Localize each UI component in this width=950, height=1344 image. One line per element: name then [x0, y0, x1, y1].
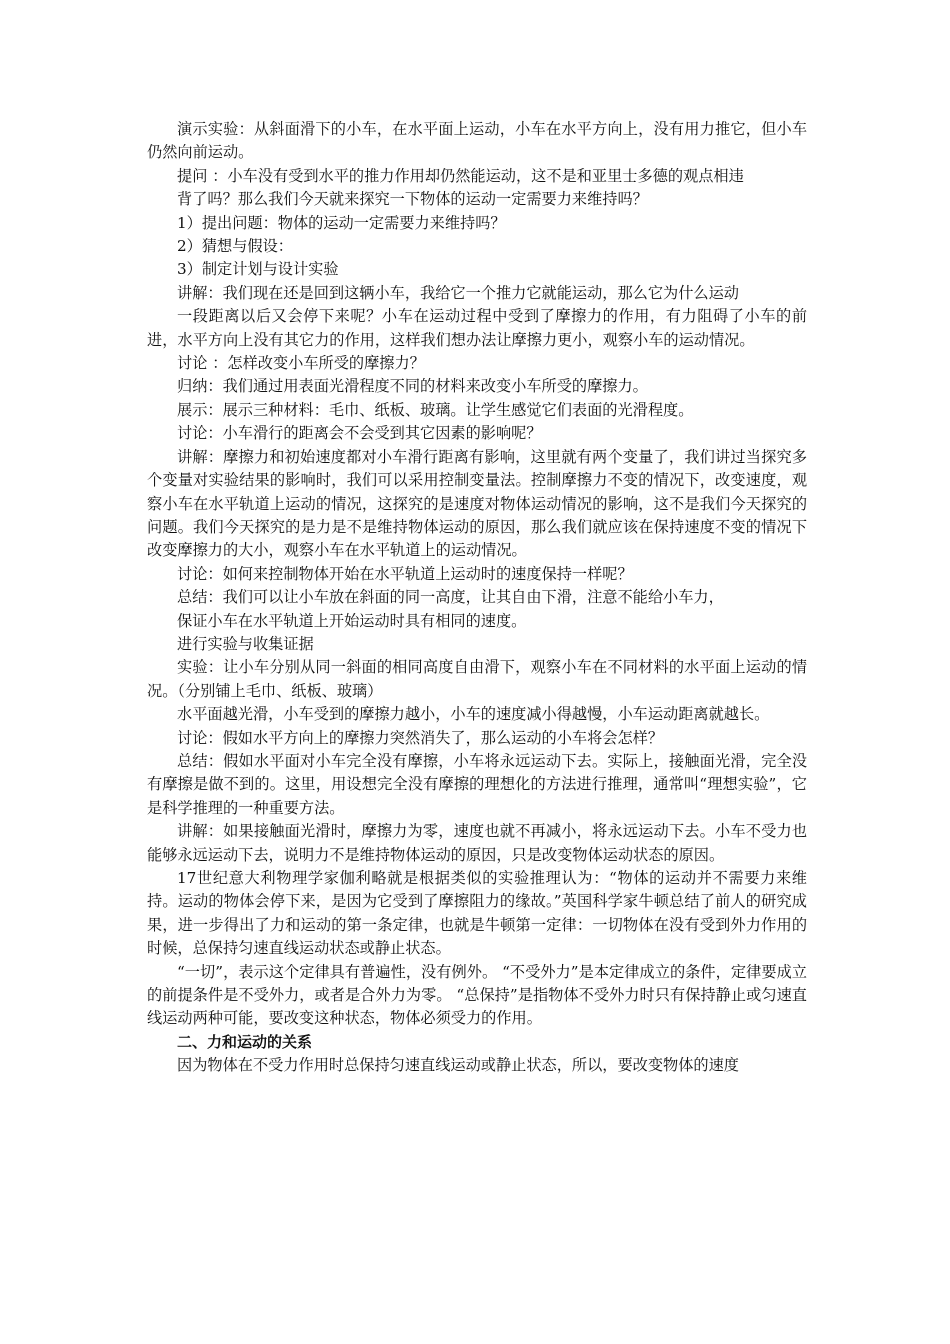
paragraph-summary-1: 归纳：我们通过用表面光滑程度不同的材料来改变小车所受的摩擦力。 — [177, 377, 648, 396]
paragraph-law-explanation: “一切”，表示这个定律具有普遍性，没有例外。 “不受外力”是本定律成立的条件，定律要成立的前提条件是不受外力，或者是合外力为零。 “总保持”是指物体不受外力时只有保持静止或匀速直线运动两种可能，要改变这种状态，物体必须受力的作用。 — [147, 962, 807, 1028]
paragraph-galileo-newton: 17世纪意大利物理学家伽利略就是根据类似的实验推理认为：“物体的运动并不需要力来维持。运动的物体会停下来，是因为它受到了摩擦阻力的缘故。”英国科学家牛顿总结了前人的研究成果，进一步得出了力和运动的第一条定律，也就是牛顿第一定律：一切物体在没有受到外力作用的时候，总保持匀速直线运动状态或静止状态。 — [147, 869, 807, 958]
paragraph-conclusion-1-cont: 保证小车在水平轨道上开始运动时具有相同的速度。 — [177, 611, 527, 630]
paragraph-discussion-3: 讨论：如何来控制物体开始在水平轨道上运动时的速度保持一样呢？ — [177, 564, 633, 583]
paragraph-step-2: 2）猜想与假设： — [177, 237, 293, 256]
section-heading-force-motion: 二、力和运动的关系 — [177, 1032, 313, 1051]
paragraph-explanation-2: 讲解：摩擦力和初始速度都对小车滑行距离有影响，这里就有两个变量了，我们讲过当探究多个变量对实验结果的影响时，我们可以采用控制变量法。控制摩擦力不变的情况下，改变速度，观察小车在水平轨道上运动的情况，这探究的是速度对物体运动情况的影响，这不是我们今天探究的问题。我们今天探究的是力是不是维持物体运动的原因，那么我们就应该在保持速度不变的情况下改变摩擦力的大小，观察小车在水平轨道上的运动情况。 — [147, 447, 807, 560]
paragraph-demo-experiment: 演示实验：从斜面滑下的小车，在水平面上运动，小车在水平方向上，没有用力推它，但小车仍然向前运动。 — [147, 120, 807, 162]
paragraph-display: 展示：展示三种材料：毛巾、纸板、玻璃。让学生感觉它们表面的光滑程度。 — [177, 400, 694, 419]
document-page — [147, 118, 807, 1078]
paragraph-discussion-4: 讨论：假如水平方向上的摩擦力突然消失了，那么运动的小车将会怎样？ — [177, 728, 663, 747]
paragraph-force-motion: 因为物体在不受力作用时总保持匀速直线运动或静止状态，所以，要改变物体的速度 — [177, 1056, 739, 1075]
paragraph-explanation-3: 讲解：如果接触面光滑时，摩擦力为零，速度也就不再减小，将永远运动下去。小车不受力也能够永远运动下去，说明力不是维持物体运动的原因，只是改变物体运动状态的原因。 — [147, 822, 807, 864]
paragraph-step-3: 3）制定计划与设计实验 — [177, 260, 339, 279]
paragraph-conclusion-1: 总结：我们可以让小车放在斜面的同一高度，让其自由下滑，注意不能给小车力， — [177, 588, 724, 607]
paragraph-explanation-1: 讲解：我们现在还是回到这辆小车，我给它一个推力它就能运动，那么它为什么运动 — [177, 283, 739, 302]
paragraph-discussion-2: 讨论：小车滑行的距离会不会受到其它因素的影响呢？ — [177, 424, 542, 443]
paragraph-discussion-1: 讨论 ：怎样改变小车所受的摩擦力？ — [177, 354, 425, 373]
paragraph-step-1: 1）提出问题：物体的运动一定需要力来维持吗？ — [177, 213, 506, 232]
paragraph-step-4: 进行实验与收集证据 — [177, 634, 314, 653]
paragraph-question-cont: 背了吗？那么我们今天就来探究一下物体的运动一定需要力来维持吗？ — [177, 190, 648, 209]
paragraph-question: 提问 ：小车没有受到水平的推力作用却仍然能运动，这不是和亚里士多德的观点相违 — [177, 166, 744, 185]
paragraph-observation: 水平面越光滑，小车受到的摩擦力越小，小车的速度减小得越慢，小车运动距离就越长。 — [177, 705, 770, 724]
paragraph-conclusion-2: 总结：假如水平面对小车完全没有摩擦，小车将永远运动下去。实际上，接触面光滑，完全没有摩擦是做不到的。这里，用设想完全没有摩擦的理想化的方法进行推理，通常叫“理想实验”，它是科学推理的一种重要方法。 — [147, 751, 807, 817]
paragraph-experiment: 实验：让小车分别从同一斜面的相同高度自由滑下，观察小车在不同材料的水平面上运动的情况。（分别铺上毛巾、纸板、玻璃） — [147, 658, 807, 700]
paragraph-explanation-1-cont: 一段距离以后又会停下来呢？小车在运动过程中受到了摩擦力的作用，有力阻碍了小车的前进，水平方向上没有其它力的作用，这样我们想办法让摩擦力更小，观察小车的运动情况。 — [147, 307, 807, 349]
